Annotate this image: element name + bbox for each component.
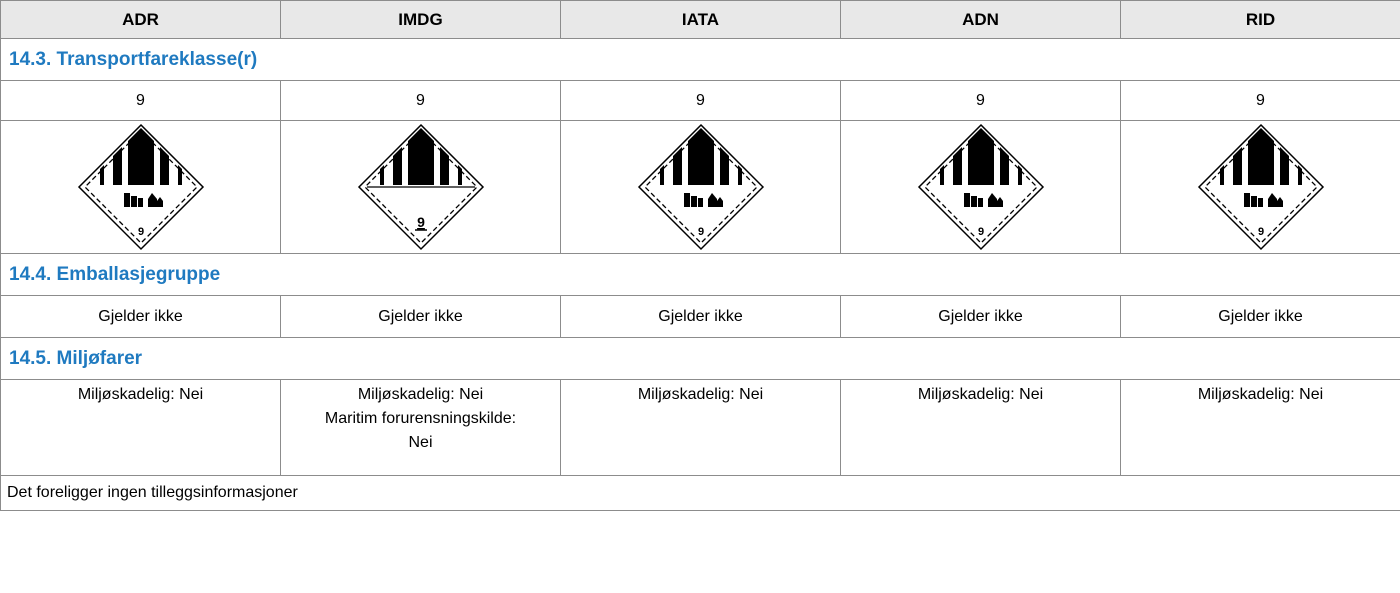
transport-class-cell: 9 bbox=[1, 81, 281, 121]
section-row bbox=[1, 39, 1400, 81]
placard-class-label: 9 bbox=[1257, 226, 1264, 238]
environmental-cell bbox=[841, 380, 1121, 476]
environmental-text: Miljøskadelig: Nei bbox=[77, 386, 204, 403]
environmental-text: Nei bbox=[408, 434, 433, 451]
pictogram-cell bbox=[841, 121, 1121, 254]
section-title-transport-class: 14.3. Transportfareklasse(r) bbox=[1, 39, 1400, 81]
pictogram-row bbox=[1, 121, 1400, 254]
environmental-text: Miljøskadelig: Nei bbox=[637, 386, 764, 403]
packing-group-cell: Gjelder ikke bbox=[841, 296, 1121, 338]
environmental-text: Miljøskadelig: Nei bbox=[1197, 386, 1324, 403]
section-row bbox=[1, 254, 1400, 296]
additional-info-text: Det foreligger ingen tilleggsinformasjoner bbox=[1, 476, 1400, 511]
environmental-text: Miljøskadelig: Nei bbox=[357, 386, 484, 403]
column-header-iata: IATA bbox=[561, 1, 841, 39]
additional-info-row bbox=[1, 476, 1400, 511]
pictogram-cell bbox=[281, 121, 561, 254]
environmental-cell bbox=[281, 380, 561, 476]
placard-class-label: 9 bbox=[416, 214, 425, 230]
transport-class-row bbox=[1, 81, 1400, 121]
packing-group-cell: Gjelder ikke bbox=[281, 296, 561, 338]
environmental-text: Maritim forurensningskilde: bbox=[324, 410, 517, 427]
environmental-row bbox=[1, 380, 1400, 476]
column-header-rid: RID bbox=[1121, 1, 1400, 39]
packing-group-cell: Gjelder ikke bbox=[561, 296, 841, 338]
environmental-cell bbox=[1, 380, 281, 476]
header-row bbox=[1, 1, 1400, 39]
section-row bbox=[1, 338, 1400, 380]
transport-class-cell: 9 bbox=[1121, 81, 1400, 121]
environmental-text: Miljøskadelig: Nei bbox=[917, 386, 1044, 403]
pictogram-cell bbox=[561, 121, 841, 254]
class-9-placard-icon bbox=[917, 123, 1045, 251]
column-header-imdg: IMDG bbox=[281, 1, 561, 39]
column-header-adr: ADR bbox=[1, 1, 281, 39]
environmental-cell bbox=[561, 380, 841, 476]
class-9-placard-icon bbox=[1197, 123, 1325, 251]
pictogram-cell bbox=[1121, 121, 1400, 254]
class-9-placard-icon bbox=[77, 123, 205, 251]
transport-class-cell: 9 bbox=[281, 81, 561, 121]
placard-class-label: 9 bbox=[137, 226, 144, 238]
packing-group-row bbox=[1, 296, 1400, 338]
transport-class-cell: 9 bbox=[561, 81, 841, 121]
placard-class-label: 9 bbox=[977, 226, 984, 238]
class-9-placard-icon bbox=[637, 123, 765, 251]
transport-class-cell: 9 bbox=[841, 81, 1121, 121]
environmental-cell bbox=[1121, 380, 1400, 476]
packing-group-cell: Gjelder ikke bbox=[1, 296, 281, 338]
packing-group-cell: Gjelder ikke bbox=[1121, 296, 1400, 338]
placard-class-label: 9 bbox=[697, 226, 704, 238]
class-9-placard-icon bbox=[357, 123, 485, 251]
section-title-environmental: 14.5. Miljøfarer bbox=[1, 338, 1400, 380]
column-header-adn: ADN bbox=[841, 1, 1121, 39]
pictogram-cell bbox=[1, 121, 281, 254]
section-title-packing-group: 14.4. Emballasjegruppe bbox=[1, 254, 1400, 296]
